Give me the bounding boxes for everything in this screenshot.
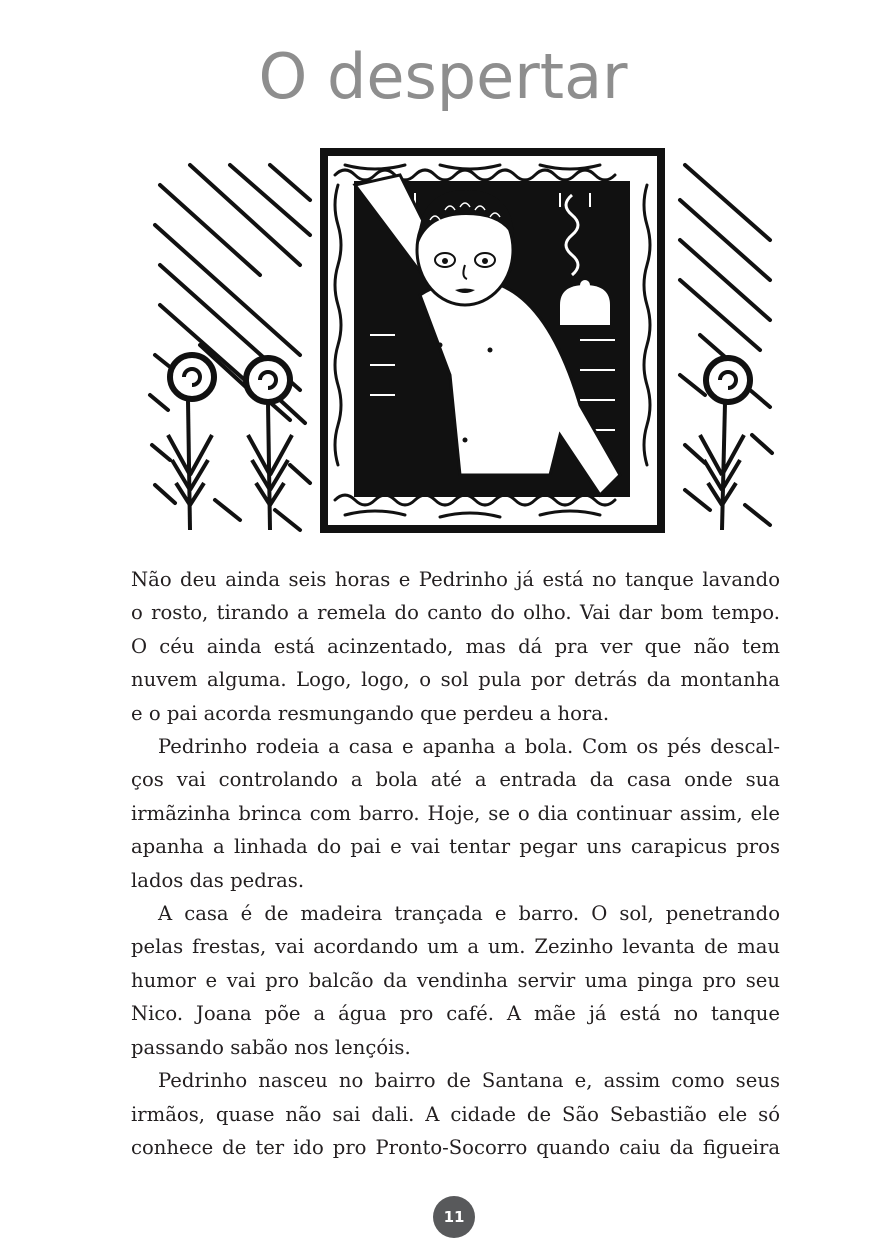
- boy-at-window-woodcut-icon: [140, 145, 780, 540]
- text-line: nuvem alguma. Logo, logo, o sol pula por detrás da montanha: [131, 668, 780, 692]
- flower-icon: [246, 358, 292, 530]
- text-line: ços vai controlando a bola até a entrada da casa onde sua: [131, 768, 780, 792]
- body-text: [131, 563, 780, 1164]
- flower-icon: [700, 358, 750, 530]
- text-line: pelas frestas, vai acordando um a um. Zezinho levanta de mau: [131, 935, 780, 959]
- paragraph: [131, 1064, 780, 1164]
- text-line: Nico. Joana põe a água pro café. A mãe já está no tanque: [131, 1002, 780, 1026]
- text-line: irmãzinha brinca com barro. Hoje, se o dia continuar assim, ele: [131, 801, 780, 825]
- text-line: apanha a linhada do pai e vai tentar pegar uns carapicus pros: [131, 835, 780, 859]
- window-icon: [320, 148, 665, 533]
- text-line: o rosto, tirando a remela do canto do olho. Vai dar bom tempo.: [131, 601, 780, 625]
- text-line: A casa é de madeira trançada e barro. O sol, penetrando: [158, 902, 780, 926]
- paragraph: [131, 897, 780, 1064]
- rain-lines-left: [150, 165, 310, 530]
- text-line: Pedrinho rodeia a casa e apanha a bola. Com os pés descal-: [158, 735, 780, 759]
- text-line: lados das pedras.: [131, 868, 305, 892]
- text-line: e o pai acorda resmungando que perdeu a hora.: [131, 701, 610, 725]
- paragraph: [131, 730, 780, 897]
- text-line: irmãos, quase não sai dali. A cidade de São Sebastião ele só: [131, 1102, 780, 1126]
- paragraph: [131, 563, 780, 730]
- text-line: passando sabão nos lençóis.: [131, 1035, 411, 1059]
- page-number: 11: [433, 1196, 475, 1238]
- text-line: Não deu ainda seis horas e Pedrinho já está no tanque lavando: [131, 568, 780, 591]
- text-line: Pedrinho nasceu no bairro de Santana e, assim como seus: [158, 1069, 780, 1093]
- text-line: conhece de ter ido pro Pronto-Socorro quando caiu da figueira: [131, 1135, 780, 1159]
- text-line: humor e vai pro balcão da vendinha servir uma pinga pro seu: [131, 968, 780, 992]
- text-line: O céu ainda está acinzentado, mas dá pra ver que não tem: [131, 634, 780, 658]
- page-title: O despertar: [258, 40, 628, 113]
